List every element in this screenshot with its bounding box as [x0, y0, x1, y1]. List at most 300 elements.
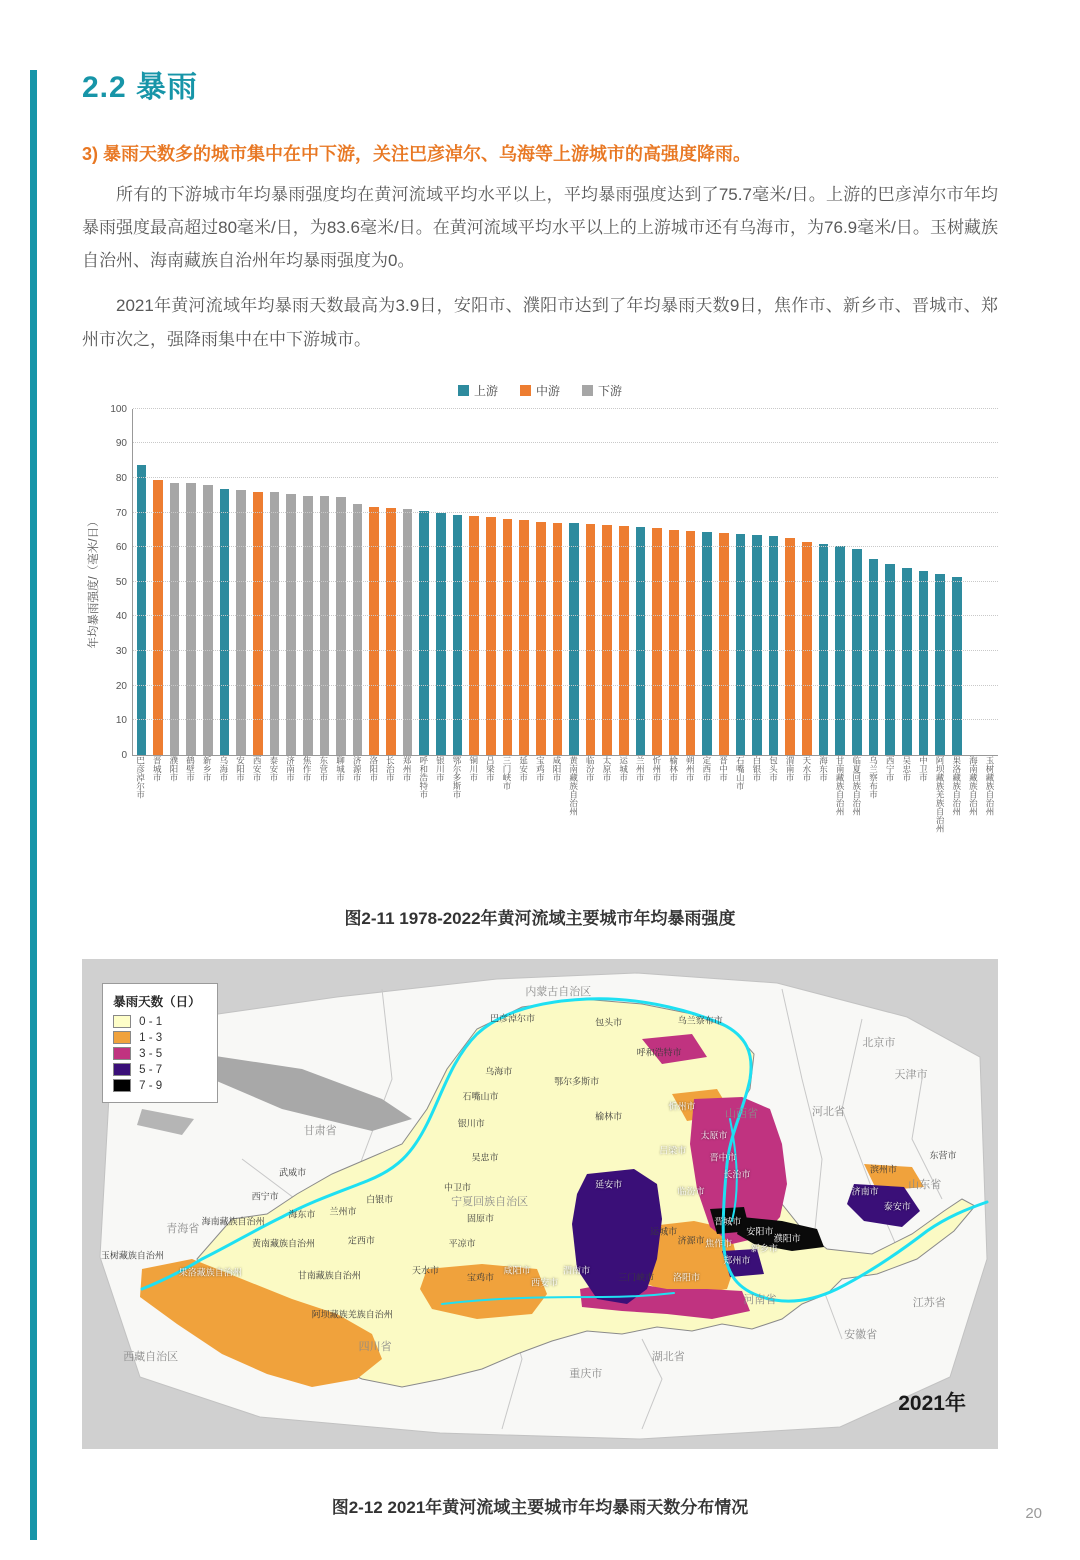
bar-slot	[898, 409, 915, 755]
bar	[253, 492, 263, 755]
map-legend-swatch	[113, 1031, 131, 1044]
bar-slot	[715, 409, 732, 755]
bar	[785, 538, 795, 754]
x-slot	[965, 756, 982, 888]
x-axis-label: 西宁市	[885, 755, 896, 782]
map-city-label: 三门峡市	[618, 1272, 655, 1283]
bar	[619, 526, 629, 755]
map-city-label: 榆林市	[595, 1111, 623, 1121]
x-slot	[498, 756, 515, 888]
map-legend-swatch	[113, 1015, 131, 1028]
y-tick-label: 40	[115, 611, 127, 623]
map-city-label: 忻州市	[668, 1101, 696, 1112]
map-city-label: 宝鸡市	[466, 1272, 494, 1283]
y-axis-title: 年均暴雨强度/（毫米/日）	[88, 515, 100, 649]
x-axis-label: 焦作市	[302, 755, 313, 782]
map-city-label: 兰州市	[329, 1206, 357, 1217]
y-tick-label: 30	[115, 645, 127, 657]
page-number: 20	[1025, 1505, 1042, 1522]
map-city-label: 银川市	[457, 1118, 485, 1129]
y-tick-label: 100	[110, 403, 127, 415]
map-legend-row	[113, 1047, 201, 1060]
map-province-label: 安徽省	[844, 1328, 878, 1341]
bar	[186, 483, 196, 754]
bar	[286, 494, 296, 755]
basin-map-graphic	[82, 959, 998, 1449]
gridline	[133, 685, 998, 686]
bar	[303, 496, 313, 755]
x-axis-label: 泰安市	[268, 755, 279, 782]
bar-slot	[749, 409, 766, 755]
x-slot	[165, 756, 182, 888]
x-slot	[265, 756, 282, 888]
map-city-label: 鄂尔多斯市	[554, 1076, 600, 1087]
map-province-label: 河南省	[743, 1294, 777, 1307]
left-accent-bar	[30, 70, 37, 1540]
bar-slot	[982, 409, 999, 755]
x-slot	[915, 756, 932, 888]
x-slot	[981, 756, 998, 888]
x-slot	[282, 756, 299, 888]
x-axis-label: 晋城市	[152, 755, 163, 782]
bar	[686, 531, 696, 755]
x-slot	[349, 756, 366, 888]
map-city-label: 滨州市	[869, 1164, 898, 1175]
map-legend-row	[113, 1063, 201, 1076]
bar-slot	[582, 409, 599, 755]
x-slot	[732, 756, 749, 888]
bar	[220, 489, 230, 755]
x-axis-label: 黄南藏族自治州	[568, 755, 579, 816]
map-city-label: 白银市	[366, 1194, 394, 1205]
x-slot	[698, 756, 715, 888]
map-city-label: 海南藏族自治州	[201, 1216, 265, 1227]
map-city-label: 临汾市	[677, 1186, 705, 1197]
bar-slot	[516, 409, 533, 755]
page-content	[82, 0, 998, 1518]
bar-slot	[616, 409, 633, 755]
bar-slot	[815, 409, 832, 755]
legend-item	[520, 382, 560, 399]
bar	[336, 497, 346, 754]
paragraph-1: 所有的下游城市年均暴雨强度均在黄河流域平均水平以上，平均暴雨强度达到了75.7毫米/日。上游的巴彦淖尔市年均暴雨强度最高超过80毫米/日，为83.6毫米/日。在黄河流域平均水平以上的上游城市还有乌海市，为76.9毫米/日。玉树藏族自治州、海南藏族自治州年均暴雨强度为0。	[82, 185, 998, 271]
chart-bars	[133, 409, 998, 755]
map-city-label: 濮阳市	[773, 1233, 801, 1244]
map-legend-rows	[113, 1015, 201, 1092]
bar-slot	[349, 409, 366, 755]
map-city-label: 延安市	[595, 1179, 623, 1190]
map-city-label: 吴忠市	[471, 1152, 499, 1163]
y-tick-label: 70	[115, 507, 127, 519]
x-slot	[299, 756, 316, 888]
map-city-label: 平凉市	[448, 1238, 476, 1249]
x-axis-label: 中卫市	[918, 755, 929, 782]
bar	[320, 496, 330, 754]
map-legend	[102, 983, 218, 1103]
bar	[636, 527, 646, 755]
bar-slot	[283, 409, 300, 755]
bar-slot	[782, 409, 799, 755]
x-axis-label: 渭南市	[785, 755, 796, 782]
x-slot	[332, 756, 349, 888]
x-slot	[865, 756, 882, 888]
bar-slot	[482, 409, 499, 755]
bar-slot	[832, 409, 849, 755]
x-axis-label: 三门峡市	[502, 755, 513, 790]
map-city-label: 石嘴山市	[462, 1091, 499, 1102]
map-city-label: 武威市	[279, 1167, 307, 1178]
bar-slot	[299, 409, 316, 755]
bar-slot	[233, 409, 250, 755]
x-axis-label: 吴忠市	[901, 755, 912, 782]
x-slot	[565, 756, 582, 888]
map-legend-label: 7 - 9	[139, 1079, 163, 1092]
map-province-label: 重庆市	[569, 1367, 603, 1380]
x-slot	[715, 756, 732, 888]
bar-slot	[449, 409, 466, 755]
map-city-label: 乌兰察布市	[677, 1015, 723, 1026]
x-axis-label: 定西市	[701, 755, 712, 782]
map-city-label: 郑州市	[723, 1255, 751, 1266]
legend-item	[582, 382, 622, 399]
bar-slot	[932, 409, 949, 755]
map-province-label: 内蒙古自治区	[525, 985, 592, 998]
map-legend-row	[113, 1015, 201, 1028]
bar	[736, 534, 746, 755]
x-axis-label: 宝鸡市	[535, 755, 546, 782]
bar-slot	[166, 409, 183, 755]
paragraph-2: 2021年黄河流域年均暴雨天数最高为3.9日，安阳市、濮阳市达到了年均暴雨天数9日，焦作市、新乡市、晋城市、郑州市次之，强降雨集中在中下游城市。	[82, 296, 998, 349]
map-city-label: 巴彦淖尔市	[490, 1013, 536, 1023]
map-province-label: 山东省	[908, 1179, 942, 1192]
map-city-label: 济南市	[851, 1186, 879, 1197]
x-axis-label: 海东市	[818, 755, 829, 782]
map-legend-swatch	[113, 1063, 131, 1076]
x-axis-label: 延安市	[518, 755, 529, 782]
section-title: 2.2 暴雨	[82, 71, 199, 104]
x-axis-label: 朔州市	[685, 755, 696, 782]
map-city-label: 太原市	[700, 1130, 728, 1141]
x-slot	[765, 756, 782, 888]
bar-slot	[865, 409, 882, 755]
bar-slot	[399, 409, 416, 755]
map-city-label: 固原市	[466, 1213, 494, 1224]
legend-label: 上游	[473, 383, 498, 398]
x-axis-label: 东营市	[318, 755, 329, 782]
map-city-label: 焦作市	[705, 1238, 733, 1249]
bar-slot	[632, 409, 649, 755]
chart-x-axis-labels	[132, 756, 998, 888]
bar	[702, 532, 712, 754]
x-axis-label: 兰州市	[635, 755, 646, 782]
x-slot	[682, 756, 699, 888]
bar-slot	[249, 409, 266, 755]
x-slot	[748, 756, 765, 888]
x-slot	[648, 756, 665, 888]
x-axis-label: 铜川市	[468, 755, 479, 782]
gridline	[133, 442, 998, 443]
bar-slot	[599, 409, 616, 755]
map-city-label: 中卫市	[444, 1182, 472, 1193]
y-tick-label: 50	[115, 576, 127, 588]
bar-slot	[333, 409, 350, 755]
x-slot	[582, 756, 599, 888]
x-slot	[798, 756, 815, 888]
x-axis-label: 呼和浩特市	[418, 755, 429, 799]
x-slot	[632, 756, 649, 888]
map-city-label: 东营市	[929, 1150, 957, 1161]
bar	[369, 507, 379, 754]
gridline	[133, 615, 998, 616]
map-province-label: 青海省	[166, 1223, 200, 1236]
x-axis-label: 济源市	[352, 755, 363, 782]
bar-slot	[433, 409, 450, 755]
x-axis-label: 天水市	[801, 755, 812, 782]
x-slot	[432, 756, 449, 888]
x-axis-label: 银川市	[435, 755, 446, 782]
x-axis-label: 甘南藏族自治州	[835, 755, 846, 816]
x-slot	[898, 756, 915, 888]
map-city-label: 玉树藏族自治州	[100, 1250, 164, 1261]
x-axis-label: 吕梁市	[485, 755, 496, 782]
bar	[353, 504, 363, 755]
bar	[270, 492, 280, 754]
bar-slot	[183, 409, 200, 755]
map-city-label: 西宁市	[251, 1191, 279, 1202]
bar-slot	[266, 409, 283, 755]
map-legend-swatch	[113, 1079, 131, 1092]
bar	[236, 490, 246, 754]
chart-plot-area	[88, 403, 998, 761]
x-axis-label: 运城市	[618, 755, 629, 782]
bar	[170, 483, 180, 755]
map-province-label: 北京市	[862, 1037, 896, 1049]
x-axis-label: 忻州市	[651, 755, 662, 782]
y-tick-label: 60	[115, 542, 127, 554]
y-tick-label: 80	[115, 472, 127, 484]
legend-swatch	[582, 385, 593, 396]
bar-chart-figure	[82, 382, 998, 929]
x-axis-label: 乌兰察布市	[868, 755, 879, 799]
x-slot	[532, 756, 549, 888]
x-slot	[782, 756, 799, 888]
rainstorm-days-map	[82, 959, 998, 1449]
bar-slot	[549, 409, 566, 755]
map-legend-title: 暴雨天数（日）	[113, 995, 201, 1010]
map-city-label: 泰安市	[883, 1201, 911, 1212]
bar	[137, 465, 147, 754]
x-slot	[215, 756, 232, 888]
bar	[885, 564, 895, 755]
x-axis-label: 果洛藏族自治州	[951, 755, 962, 816]
bar-slot	[765, 409, 782, 755]
map-city-label: 渭南市	[563, 1265, 591, 1276]
bar-slot	[499, 409, 516, 755]
bar	[153, 480, 163, 755]
map-city-label: 运城市	[650, 1226, 678, 1237]
y-tick-label: 90	[115, 438, 127, 450]
map-legend-row	[113, 1031, 201, 1044]
bar-slot	[915, 409, 932, 755]
x-axis-label: 玉树藏族自治州	[985, 755, 996, 816]
map-legend-swatch	[113, 1047, 131, 1060]
x-slot	[832, 756, 849, 888]
bar-slot	[732, 409, 749, 755]
x-slot	[615, 756, 632, 888]
chart-legend	[82, 382, 998, 399]
x-slot	[365, 756, 382, 888]
map-province-label: 天津市	[894, 1068, 928, 1081]
bar-slot	[799, 409, 816, 755]
bar	[935, 574, 945, 755]
x-slot	[465, 756, 482, 888]
x-axis-label: 巴彦淖尔市	[135, 755, 146, 799]
bar-slot	[200, 409, 217, 755]
map-city-label: 咸阳市	[503, 1265, 531, 1276]
map-city-label: 阿坝藏族羌族自治州	[311, 1309, 393, 1320]
bar-slot	[965, 409, 982, 755]
x-slot	[932, 756, 949, 888]
x-axis-label: 郑州市	[402, 755, 413, 782]
map-province-label: 湖北省	[651, 1350, 685, 1363]
x-slot	[948, 756, 965, 888]
x-axis-label: 濮阳市	[168, 755, 179, 782]
bar-slot	[216, 409, 233, 755]
map-legend-row	[113, 1079, 201, 1092]
map-province-label: 宁夏回族自治区	[451, 1196, 529, 1209]
x-slot	[149, 756, 166, 888]
x-slot	[882, 756, 899, 888]
x-axis-label: 白银市	[751, 755, 762, 782]
bar	[752, 535, 762, 755]
x-axis-label: 海南藏族自治州	[968, 755, 979, 816]
x-axis-label: 聊城市	[335, 755, 346, 782]
x-axis-label: 西安市	[252, 755, 263, 782]
bar	[602, 525, 612, 754]
x-slot	[382, 756, 399, 888]
gridline	[133, 719, 998, 720]
bar-slot	[366, 409, 383, 755]
map-province-label: 山西省	[725, 1108, 759, 1121]
map-province-label: 四川省	[358, 1340, 392, 1353]
x-slot	[199, 756, 216, 888]
bar	[869, 559, 879, 755]
x-axis-label: 榆林市	[668, 755, 679, 782]
bar-slot	[649, 409, 666, 755]
map-year-label: 2021年	[898, 1391, 966, 1415]
x-axis-label: 洛阳市	[368, 755, 379, 782]
x-slot	[548, 756, 565, 888]
bar-slot	[699, 409, 716, 755]
x-axis-label: 长治市	[385, 755, 396, 782]
map-province-label: 江苏省	[912, 1296, 946, 1309]
x-slot	[515, 756, 532, 888]
bar	[586, 524, 596, 754]
bar	[203, 485, 213, 755]
map-city-label: 乌海市	[485, 1066, 513, 1077]
map-province-label: 西藏自治区	[123, 1350, 179, 1363]
bar-slot	[383, 409, 400, 755]
map-legend-label: 5 - 7	[139, 1063, 163, 1076]
bar-slot	[316, 409, 333, 755]
bar	[902, 568, 912, 755]
sub-heading: 3) 暴雨天数多的城市集中在中下游，关注巴彦淖尔、乌海等上游城市的高强度降雨。	[82, 144, 752, 164]
map-city-label: 黄南藏族自治州	[252, 1238, 316, 1249]
gridline	[133, 546, 998, 547]
bar	[669, 530, 679, 755]
figure1-caption: 图2-11 1978-2022年黄河流域主要城市年均暴雨强度	[344, 908, 736, 928]
x-axis-label: 鄂尔多斯市	[452, 755, 463, 799]
bar-slot	[466, 409, 483, 755]
legend-label: 下游	[598, 383, 623, 398]
x-slot	[132, 756, 149, 888]
x-slot	[399, 756, 416, 888]
map-city-label: 新乡市	[750, 1243, 778, 1254]
legend-swatch	[520, 385, 531, 396]
bar-slot	[682, 409, 699, 755]
map-city-label: 长治市	[723, 1169, 751, 1180]
x-slot	[182, 756, 199, 888]
x-axis-label: 安阳市	[235, 755, 246, 782]
map-city-label: 晋中市	[709, 1152, 737, 1163]
bar-slot	[666, 409, 683, 755]
map-city-label: 呼和浩特市	[636, 1047, 682, 1058]
x-slot	[482, 756, 499, 888]
x-axis-label: 阿坝藏族羌族自治州	[935, 755, 946, 833]
map-city-label: 洛阳市	[673, 1272, 701, 1283]
map-city-label: 海东市	[288, 1209, 316, 1219]
x-slot	[665, 756, 682, 888]
x-axis-label: 石嘴山市	[735, 755, 746, 790]
bar	[802, 542, 812, 754]
x-slot	[848, 756, 865, 888]
figure2-caption: 图2-12 2021年黄河流域主要城市年均暴雨天数分布情况	[331, 1497, 749, 1517]
bar-slot	[133, 409, 150, 755]
x-slot	[598, 756, 615, 888]
map-province-label: 甘肃省	[303, 1125, 337, 1138]
map-city-label: 甘南藏族自治州	[297, 1270, 361, 1281]
bar-slot	[416, 409, 433, 755]
map-city-label: 晋城市	[714, 1216, 742, 1227]
map-city-label: 包头市	[595, 1017, 623, 1028]
map-city-label: 定西市	[347, 1235, 375, 1246]
bar-slot	[882, 409, 899, 755]
bar-slot	[532, 409, 549, 755]
x-axis-label: 乌海市	[218, 755, 229, 782]
bar-slot	[566, 409, 583, 755]
map-province-label: 河北省	[812, 1105, 846, 1118]
x-axis-label: 临夏回族自治州	[851, 755, 862, 816]
map-city-label: 吕梁市	[659, 1145, 687, 1156]
gridline	[133, 477, 998, 478]
bar	[769, 536, 779, 755]
x-slot	[815, 756, 832, 888]
gridline	[133, 408, 998, 409]
x-axis-label: 太原市	[601, 755, 612, 782]
x-axis-label: 济南市	[285, 755, 296, 782]
bar-slot	[948, 409, 965, 755]
legend-label: 中游	[535, 383, 560, 398]
x-axis-label: 晋中市	[718, 755, 729, 782]
gridline	[133, 650, 998, 651]
map-city-label: 西安市	[531, 1277, 559, 1288]
bar	[652, 528, 662, 755]
map-city-label: 果洛藏族自治州	[178, 1267, 242, 1278]
y-tick-label: 0	[121, 749, 127, 761]
x-slot	[448, 756, 465, 888]
x-axis-label: 新乡市	[202, 755, 213, 782]
x-axis-label: 咸阳市	[551, 755, 562, 782]
